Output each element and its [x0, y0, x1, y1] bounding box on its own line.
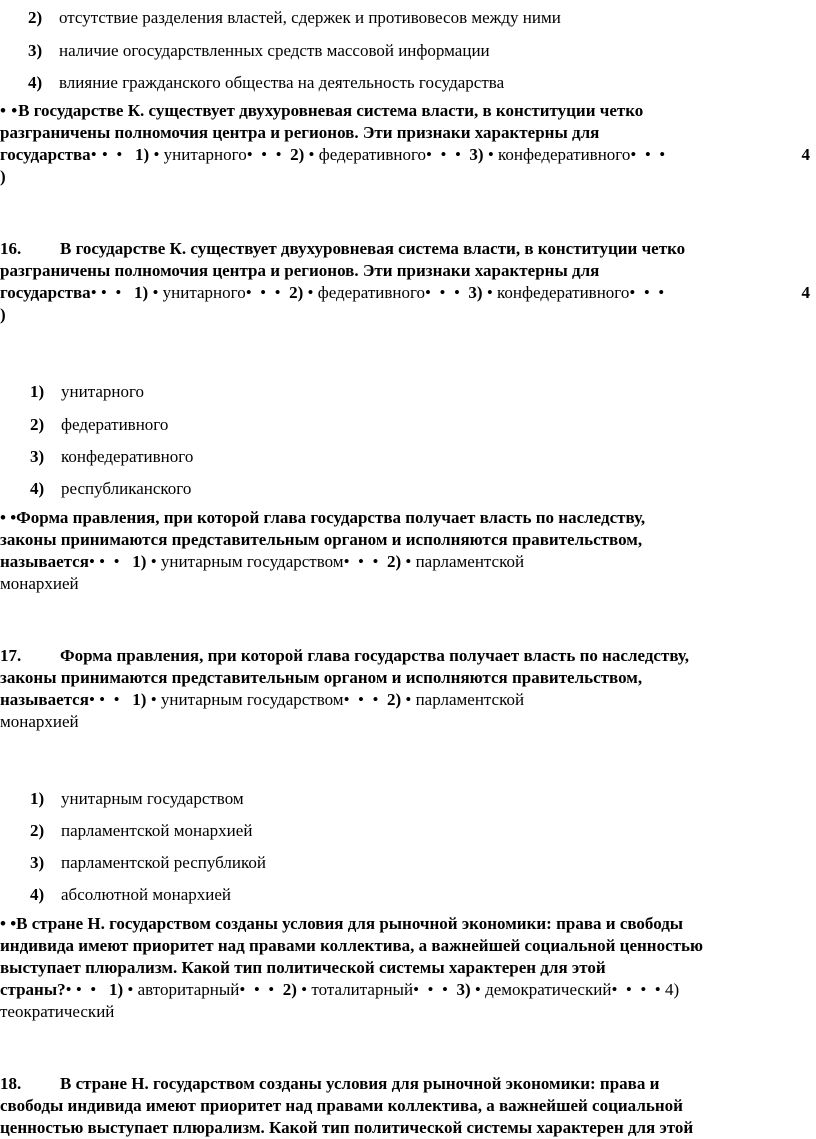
q17-option-1: 1) унитарным государством — [30, 789, 244, 808]
option-2: 2) отсутствие разделения властей, сдержек и противовесов между ними — [28, 8, 561, 27]
q16-option-3: 3) конфедеративного — [30, 447, 194, 466]
q16-option-4: 4) республиканского — [30, 479, 192, 498]
question-17: 17. Форма правления, при которой глава государства получает власть по наследству, законы принимаются представительным органом и исполняются правительством, называется• • • 1) • унитарным государством• • • 2) • парламентской монархией — [0, 646, 689, 731]
q17-option-4: 4) абсолютной монархией — [30, 885, 231, 904]
q17-option-3: 3) парламентской республикой — [30, 853, 266, 872]
q17-preview: • •Форма правления, при которой глава государства получает власть по наследству, законы принимаются представительным органом и исполняются правительством, называется• • • 1) • унитарным государством• • • 2) • парламентской монархией — [0, 508, 646, 593]
option-4: 4) влияние гражданского общества на деятельность государства — [28, 73, 505, 92]
q16-preview: • •В государстве К. существует двухуровневая система власти, в конституции четко разграничены полномочия центра и регионов. Эти признаки характерны для государства• • • 1) • унитарного• • • 2) • федеративного• • • 3) • конфедеративного• • • 4 ) — [0, 101, 810, 186]
question-18: 18. В стране Н. государством созданы условия для рыночной экономики: права и свободы индивида имеют приоритет над правами коллектива, а важнейшей социальной ценностью выступает плюрализм. Какой тип политической системы характерен для этой — [0, 1074, 694, 1137]
q16-option-2: 2) федеративного — [30, 415, 169, 434]
option-3: 3) наличие огосударствленных средств массовой информации — [28, 41, 490, 60]
question-16: 16. В государстве К. существует двухуровневая система власти, в конституции четко разграничены полномочия центра и регионов. Эти признаки характерны для государства• • • 1) • унитарного• • • 2) • федеративного• • • 3) • конфедеративного• • • 4 ) — [0, 239, 810, 324]
q18-preview: • •В стране Н. государством созданы условия для рыночной экономики: права и свободы индивида имеют приоритет над правами коллектива, а важнейшей социальной ценностью выступает плюрализм. Какой тип политической системы характерен для этой страны?• • • 1) • авторитарный• • • 2) • тоталитарный• • • 3) • демократический• • • • 4) теократический — [0, 914, 703, 1021]
q16-option-1: 1) унитарного — [30, 382, 145, 401]
q17-option-2: 2) парламентской монархией — [30, 821, 253, 840]
